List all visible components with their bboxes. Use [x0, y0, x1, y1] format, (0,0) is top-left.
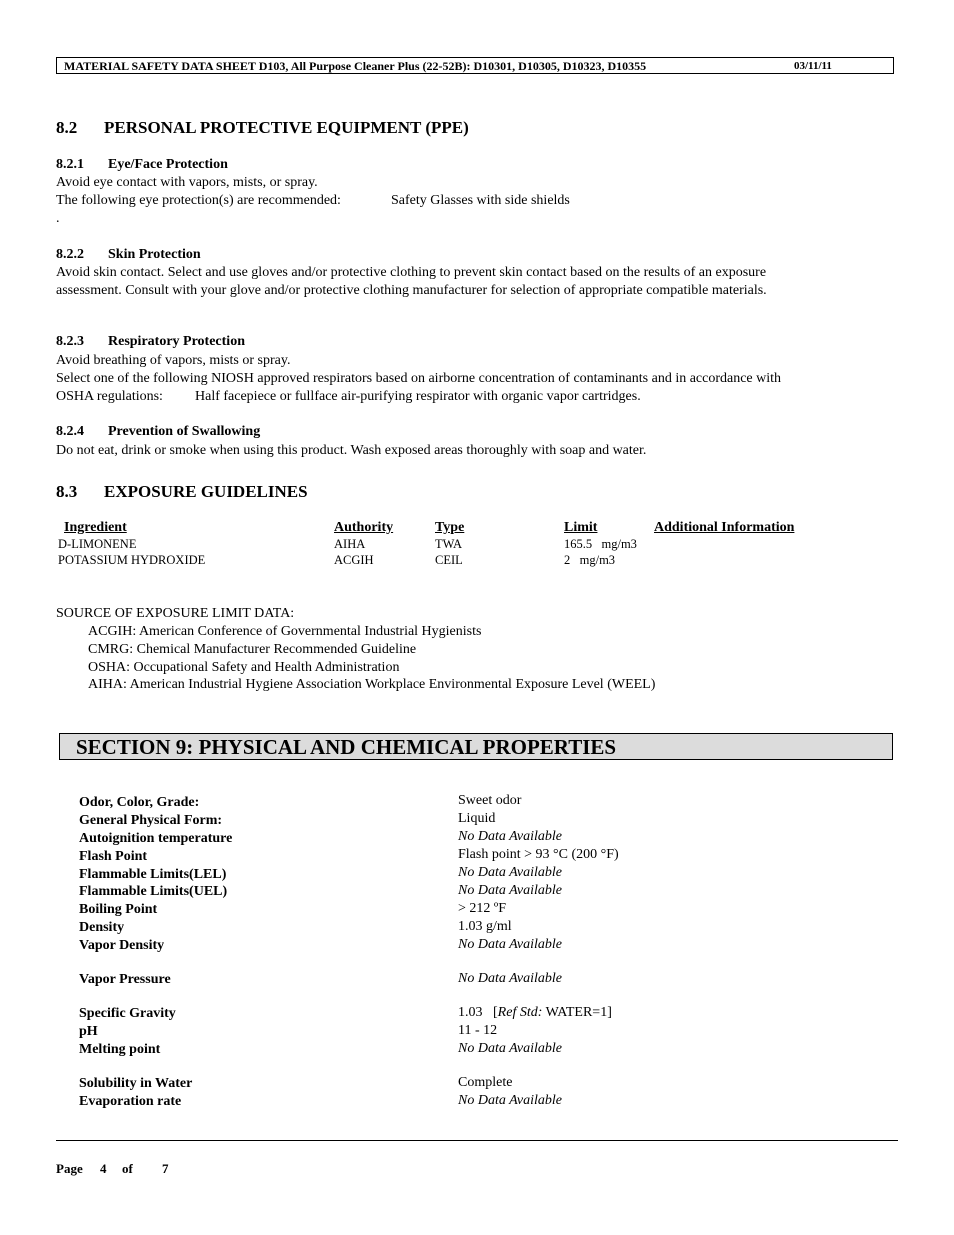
- subsection-skin-heading: [56, 247, 201, 263]
- respiratory-osha-label: OSHA regulations:: [56, 389, 163, 404]
- section-number: 8.3: [56, 482, 78, 501]
- property-value: No Data Available: [458, 883, 562, 898]
- source-aiha: AIHA: American Industrial Hygiene Association Workplace Environmental Exposure Level (WEEL): [88, 677, 656, 692]
- cell-limit: 165.5 mg/m3: [564, 537, 637, 551]
- section-9-title: SECTION 9: PHYSICAL AND CHEMICAL PROPERTIES: [76, 735, 617, 759]
- property-label: General Physical Form:: [79, 813, 223, 828]
- respiratory-text-3: [56, 388, 641, 406]
- subsection-respiratory-heading: [56, 334, 245, 350]
- skin-text-2: assessment. Consult with your glove and/or protective clothing manufacturer for selection of appropriate compatible materials.: [56, 283, 767, 298]
- property-label: Odor, Color, Grade:: [79, 795, 200, 810]
- of-label: of: [122, 1161, 133, 1176]
- section-8-3-heading: [56, 482, 308, 502]
- source-cmrg: CMRG: Chemical Manufacturer Recommended Guideline: [88, 642, 417, 657]
- table-header-additional-info: Additional Information: [654, 520, 795, 535]
- property-label: Solubility in Water: [79, 1076, 193, 1091]
- subsection-title: Eye/Face Protection: [108, 157, 228, 172]
- property-value: > 212 ºF: [458, 901, 507, 916]
- property-value: No Data Available: [458, 937, 562, 952]
- page-label: Page: [56, 1161, 83, 1176]
- respiratory-osha-value: Half facepiece or fullface air-purifying respirator with organic vapor cartridges.: [195, 389, 641, 404]
- subsection-number: 8.2.1: [56, 157, 84, 172]
- property-value: Complete: [458, 1075, 513, 1090]
- property-label: Boiling Point: [79, 902, 158, 917]
- property-value: No Data Available: [458, 1041, 562, 1056]
- property-value: [458, 1005, 612, 1021]
- respiratory-text-2: Select one of the following NIOSH approved respirators based on airborne concentration of contaminants and in accordance with: [56, 371, 782, 386]
- property-value: Sweet odor: [458, 793, 522, 808]
- document-header: [56, 57, 894, 74]
- property-label: Autoignition temperature: [79, 831, 233, 846]
- subsection-title: Prevention of Swallowing: [108, 424, 261, 439]
- property-label: Melting point: [79, 1042, 161, 1057]
- property-value: Liquid: [458, 811, 496, 826]
- section-title: PERSONAL PROTECTIVE EQUIPMENT (PPE): [104, 118, 469, 137]
- eye-recommend-value: Safety Glasses with side shields: [391, 193, 570, 208]
- property-value: No Data Available: [458, 829, 562, 844]
- table-header-ingredient: Ingredient: [64, 520, 127, 535]
- property-value: No Data Available: [458, 971, 562, 986]
- cell-authority: AIHA: [334, 537, 366, 551]
- page-number: 4: [100, 1161, 107, 1176]
- ref-std-value: WATER=1]: [542, 1005, 612, 1020]
- subsection-swallowing-heading: [56, 424, 260, 440]
- cell-type: TWA: [435, 537, 463, 551]
- skin-text-1: Avoid skin contact. Select and use gloves and/or protective clothing to prevent skin contact based on the results of an exposure: [56, 265, 767, 280]
- eye-text-3: .: [56, 211, 60, 226]
- property-label: Flammable Limits(UEL): [79, 884, 228, 899]
- subsection-eye-heading: [56, 157, 228, 173]
- property-label: Flammable Limits(LEL): [79, 867, 227, 882]
- swallowing-text-1: Do not eat, drink or smoke when using this product. Wash exposed areas thoroughly with soap and water.: [56, 443, 647, 458]
- cell-type: CEIL: [435, 553, 463, 567]
- property-value: 1.03 g/ml: [458, 919, 512, 934]
- property-value: 11 - 12: [458, 1023, 498, 1038]
- subsection-number: 8.2.3: [56, 334, 84, 349]
- subsection-number: 8.2.4: [56, 424, 84, 439]
- subsection-title: Skin Protection: [108, 247, 201, 262]
- section-title: EXPOSURE GUIDELINES: [104, 482, 308, 501]
- eye-text-2: [56, 192, 570, 210]
- header-title: MATERIAL SAFETY DATA SHEET D103, All Purpose Cleaner Plus (22-52B): D10301, D10305, D10323, D10355: [64, 59, 647, 73]
- eye-recommend-label: The following eye protection(s) are recommended:: [56, 193, 341, 208]
- property-label: Density: [79, 920, 125, 935]
- property-label: Evaporation rate: [79, 1094, 182, 1109]
- source-title: SOURCE OF EXPOSURE LIMIT DATA:: [56, 606, 295, 621]
- table-header-limit: Limit: [564, 520, 598, 535]
- subsection-title: Respiratory Protection: [108, 334, 245, 349]
- property-value: Flash point > 93 °C (200 °F): [458, 847, 619, 862]
- property-value: No Data Available: [458, 1093, 562, 1108]
- eye-text-1: Avoid eye contact with vapors, mists, or spray.: [56, 175, 318, 190]
- cell-authority: ACGIH: [334, 553, 374, 567]
- section-9-banner: [59, 733, 893, 760]
- cell-ingredient: D-LIMONENE: [58, 537, 137, 551]
- table-header-authority: Authority: [334, 520, 394, 535]
- property-label: Flash Point: [79, 849, 148, 864]
- property-value: No Data Available: [458, 865, 562, 880]
- source-osha: OSHA: Occupational Safety and Health Administration: [88, 660, 400, 675]
- page-total: 7: [162, 1161, 169, 1176]
- ref-std-label: Ref Std:: [497, 1005, 543, 1020]
- cell-limit: 2 mg/m3: [564, 553, 616, 567]
- footer-divider: [56, 1140, 898, 1141]
- property-label: Vapor Pressure: [79, 972, 171, 987]
- table-header-type: Type: [435, 520, 465, 535]
- property-label: Specific Gravity: [79, 1006, 176, 1021]
- cell-ingredient: POTASSIUM HYDROXIDE: [58, 553, 206, 567]
- header-date: 03/11/11: [794, 60, 832, 72]
- section-number: 8.2: [56, 118, 78, 137]
- subsection-number: 8.2.2: [56, 247, 84, 262]
- property-label: pH: [79, 1024, 98, 1039]
- property-label: Vapor Density: [79, 938, 165, 953]
- respiratory-text-1: Avoid breathing of vapors, mists or spray.: [56, 353, 291, 368]
- source-acgih: ACGIH: American Conference of Governmental Industrial Hygienists: [88, 624, 482, 639]
- specific-gravity-value: 1.03 [: [458, 1005, 498, 1020]
- section-8-2-heading: [56, 118, 469, 138]
